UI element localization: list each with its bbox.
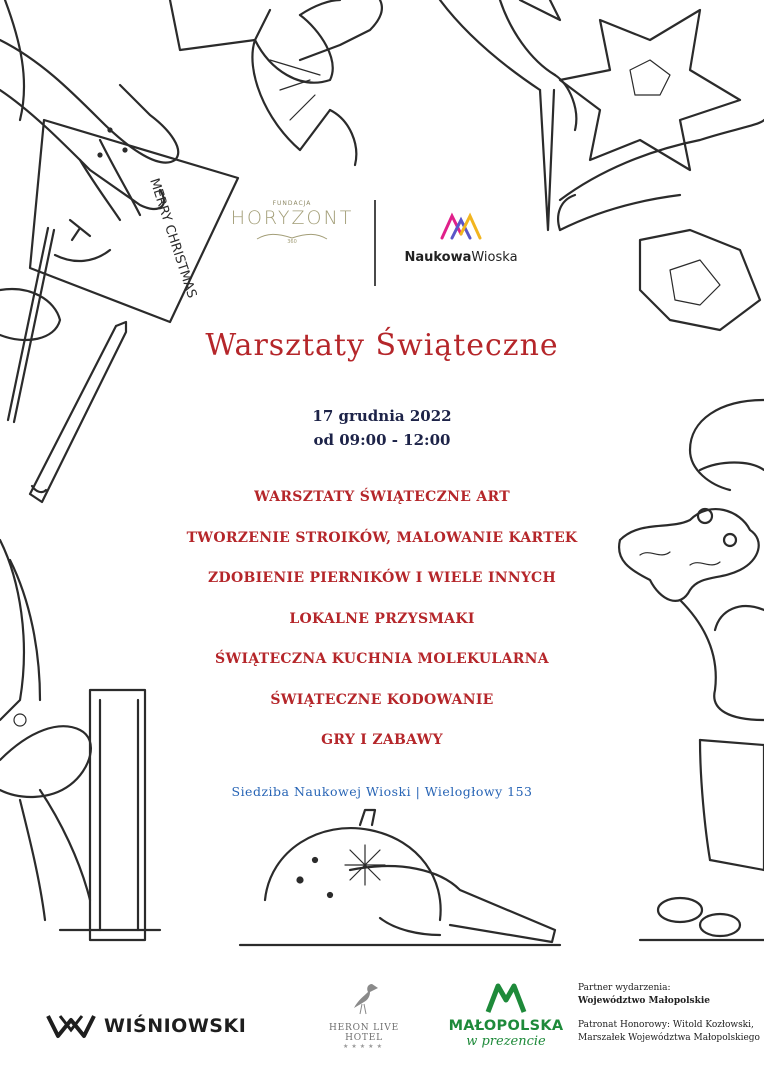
- partner-info: [578, 982, 762, 1044]
- horyzont-name: HORYZONT: [230, 207, 354, 229]
- list-item: ŚWIĄTECZNE KODOWANIE: [270, 691, 494, 708]
- venue-address: Siedziba Naukowej Wioski | Wielogłowy 153: [231, 784, 533, 799]
- heron-hotel-name: HERON LIVE HOTEL: [329, 1023, 399, 1043]
- ornament-drawing: [240, 810, 560, 945]
- wioska-regular: Wioska: [471, 250, 518, 265]
- logo-divider: [374, 200, 376, 286]
- card-text: MERRY CHRISTMAS: [146, 176, 200, 301]
- list-item: TWORZENIE STROIKÓW, MALOWANIE KARTEK: [186, 529, 578, 546]
- patron-line-1: Patronat Honorowy: Witold Kozłowski,: [578, 1020, 754, 1030]
- malopolska-wordmark: MAŁOPOLSKA: [448, 1018, 564, 1034]
- malopolska-tagline: w prezencie: [466, 1034, 546, 1049]
- naukowa-wioska-logo: [394, 210, 528, 265]
- page-title: Warsztaty Świąteczne: [205, 328, 559, 363]
- list-item: ŚWIĄTECZNA KUCHNIA MOLEKULARNA: [215, 651, 549, 667]
- horyzont-sub-label: 360: [287, 239, 297, 244]
- partner-label: Partner wydarzenia:: [578, 983, 671, 993]
- date-line: 17 grudnia 2022: [312, 407, 452, 425]
- cookies-drawing: [640, 898, 764, 940]
- list-item: WARSZTATY ŚWIĄTECZNE ART: [254, 489, 510, 505]
- list-item: ZDOBIENIE PIERNIKÓW I WIELE INNYCH: [207, 570, 557, 586]
- sponsor-footer: [0, 950, 764, 1080]
- event-list: [0, 486, 764, 770]
- bow-drawing: [170, 0, 382, 165]
- partner-name: Województwo Małopolskie: [578, 995, 710, 1006]
- horyzont-small-label: FUNDACJA: [272, 200, 312, 207]
- naukowa-bold: Naukowa: [404, 250, 472, 265]
- malopolska-mountain-icon: [484, 980, 528, 1014]
- naukowa-wioska-mark-icon: [438, 210, 484, 246]
- heron-live-hotel-logo: [312, 980, 416, 1050]
- horyzont-logo: [228, 200, 356, 248]
- event-date: [0, 404, 764, 452]
- heron-stars: ★★★★★: [343, 1043, 385, 1050]
- wisniowski-logo-icon: [46, 1010, 96, 1042]
- paper-snowflake-drawing: [440, 0, 764, 330]
- list-item: GRY I ZABAWY: [321, 732, 443, 748]
- patron-line-2: Marszałek Województwa Małopolskiego: [578, 1032, 760, 1043]
- horyzont-wave-icon: [252, 230, 332, 244]
- naukowa-wioska-wordmark: [394, 250, 528, 265]
- malopolska-logo: [443, 980, 569, 1049]
- wisniowski-wordmark: WIŚNIOWSKI: [104, 1015, 247, 1037]
- time-line: od 09:00 - 12:00: [313, 431, 451, 449]
- heron-bird-icon: [344, 980, 384, 1016]
- list-item: LOKALNE PRZYSMAKI: [289, 610, 475, 627]
